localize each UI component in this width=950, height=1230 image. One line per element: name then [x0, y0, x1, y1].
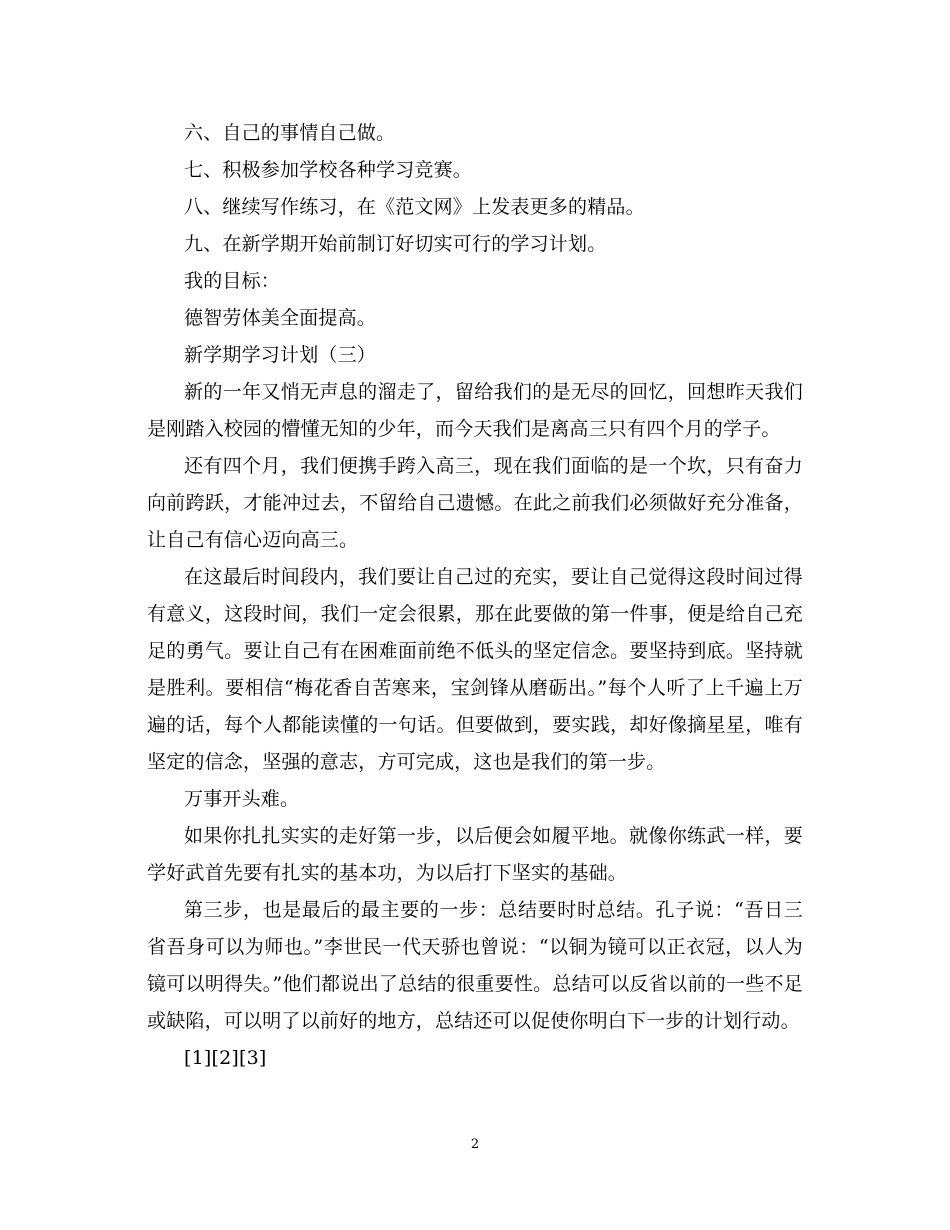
body-paragraph: 万事开头难。: [184, 788, 300, 810]
list-item-six: 六、自己的事情自己做。: [184, 122, 396, 144]
body-paragraph: 如果你扎扎实实的走好第一步，以后便会如履平地。就像你练武一样，要学好武首先要有扎实的基本功，为以后打下坚实的基础。: [147, 825, 803, 884]
goal-text: 德智劳体美全面提高。: [184, 307, 377, 329]
page-links: [1][2][3]: [184, 1047, 267, 1069]
list-item-eight: 八、继续写作练习，在《范文网》上发表更多的精品。: [184, 196, 645, 218]
document-body: [147, 115, 803, 1077]
page-number: 2: [470, 1137, 480, 1152]
list-item-seven: 七、积极参加学校各种学习竞赛。: [184, 159, 473, 181]
body-paragraph: 还有四个月，我们便携手跨入高三，现在我们面临的是一个坎，只有奋力向前跨跃，才能冲过去，不留给自己遗憾。在此之前我们必须做好充分准备，让自己有信心迈向高三。: [147, 455, 803, 551]
body-paragraph: 新的一年又悄无声息的溜走了，留给我们的是无尽的回忆，回想昨天我们是刚踏入校园的懵懂无知的少年，而今天我们是离高三只有四个月的学子。: [147, 381, 803, 440]
goal-heading: 我的目标：: [184, 270, 281, 292]
body-paragraph: 在这最后时间段内，我们要让自己过的充实，要让自己觉得这段时间过得有意义，这段时间，我们一定会很累，那在此要做的第一件事，便是给自己充足的勇气。要让自己有在困难面前绝不低头的坚定信念。要坚持到底。坚持就是胜利。要相信“梅花香自苦寒来，宝剑锋从磨砺出。”每个人听了上千遍上万遍的话，每个人都能读懂的一句话。但要做到，要实践，却好像摘星星，唯有坚定的信念，坚强的意志，方可完成，这也是我们的第一步。: [147, 566, 803, 773]
list-item-nine: 九、在新学期开始前制订好切实可行的学习计划。: [184, 233, 607, 255]
section-title: 新学期学习计划（三）: [184, 344, 377, 366]
body-paragraph: 第三步，也是最后的最主要的一步：总结要时时总结。孔子说：“吾日三省吾身可以为师也。”李世民一代天骄也曾说：“以铜为镜可以正衣冠，以人为镜可以明得失。”他们都说出了总结的很重要性。总结可以反省以前的一些不足或缺陷，可以明了以前好的地方，总结还可以促使你明白下一步的计划行动。: [147, 899, 803, 1032]
